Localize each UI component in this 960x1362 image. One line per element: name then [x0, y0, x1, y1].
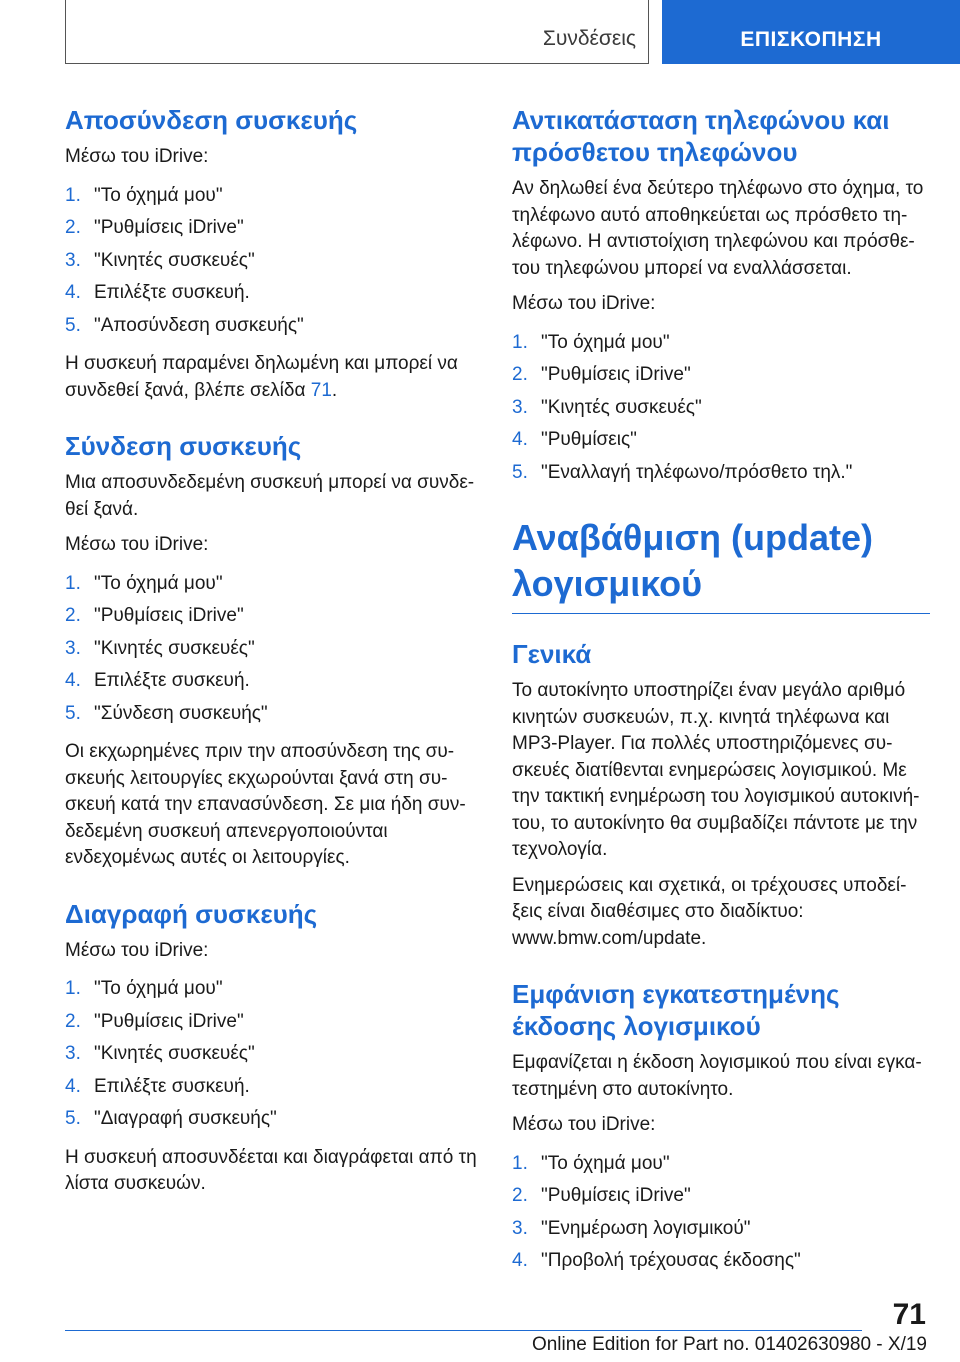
step-item: 1. "Το όχημά μου" [512, 331, 670, 353]
update-title: Αναβάθμιση (update) λογισμικού [512, 517, 874, 604]
section-delete-device [65, 898, 483, 1198]
step-item: 1. "Το όχημά μου" [65, 978, 223, 999]
right-column [512, 104, 930, 1304]
version-steps [512, 1148, 930, 1278]
replace-title: Αντικατάσταση τηλεφώνου και πρόσθετου τηλεφώνου [512, 105, 890, 167]
step-item: 5. "Εναλλαγή τηλέφωνο/πρόσθετο τηλ." [512, 461, 853, 483]
step-item: 2. "Ρυθμίσεις iDrive" [512, 364, 691, 385]
delete-steps [65, 973, 483, 1136]
connect-title: Σύνδεση συσκευής [65, 431, 302, 461]
section-general [512, 638, 930, 952]
section-tab-label: Συνδέσεις [542, 27, 636, 50]
page-reference-link[interactable]: 71 [310, 379, 332, 401]
step-item: 4. "Ρυθμίσεις" [512, 429, 637, 450]
replace-via: Μέσω του iDrive: [512, 293, 656, 314]
footer-edition: Online Edition for Part no. 01402630980 - X/19 [531, 1334, 927, 1355]
overview-tab-label: ΕΠΙΣΚΟΠΗΣΗ [740, 28, 882, 51]
delete-note: Η συσκευή αποσυνδέεται και διαγράφεται από τη λίστα συσκευών. [65, 1146, 477, 1194]
connect-intro: Μια αποσυνδεδεμένη συσκευή μπορεί να συνδεθεί ξανά. [65, 472, 475, 520]
version-title: Εμφάνιση εγκατεστημένης έκδοσης λογισμικού [512, 979, 840, 1041]
general-paragraph-2: Ενημερώσεις και σχετικά, οι τρέχουσες υποδείξεις είναι διαθέσιμες στο διαδίκτυο: www.bmw.com/update. [512, 874, 907, 949]
general-paragraph-1: Το αυτοκίνητο υποστηρίζει έναν μεγάλο αριθμό κινητών συσκευών, π.χ. κινητά τηλέφωνα και MP3-Player. Για πολλές υποστηριζόμενες συσκευές διατίθενται ενημερώσεις λογισμικού. Με την τακτική ενημέρωση του λογισμικού αυτοκινήτου, το αυτοκίνητο θα συμβαδίζει πάντοτε με την τεχνολογία. [512, 680, 920, 860]
delete-via: Μέσω του iDrive: [65, 939, 209, 961]
delete-title: Διαγραφή συσκευής [65, 898, 318, 929]
step-item: 5. "Διαγραφή συσκευής" [65, 1108, 277, 1129]
step-item: 4. Επιλέξτε συσκευή. [65, 282, 250, 303]
step-item: 4. Επιλέξτε συσκευή. [65, 670, 250, 691]
section-disconnect-device [65, 104, 483, 404]
disconnect-note: Η συσκευή παραμένει δηλωμένη και μπορεί να συνδεθεί ξανά, βλέπε σελίδα 71. [65, 353, 458, 401]
connect-steps [65, 568, 483, 731]
version-intro: Εμφανίζεται η έκδοση λογισμικού που είναι εγκατεστημένη στο αυτοκίνητο. [512, 1052, 922, 1100]
header-section-tab [65, 0, 649, 64]
disconnect-steps [65, 180, 483, 343]
step-item: 3. "Κινητές συσκευές" [65, 637, 255, 659]
page-number: 71 [892, 1298, 926, 1331]
footer-divider [65, 1330, 862, 1331]
step-item: 3. "Κινητές συσκευές" [512, 396, 702, 418]
step-item: 2. "Ρυθμίσεις iDrive" [512, 1185, 691, 1206]
update-heading-block [512, 515, 930, 614]
step-item: 2. "Ρυθμίσεις iDrive" [65, 217, 244, 238]
step-item: 1. "Το όχημά μου" [65, 572, 223, 594]
step-item: 4. "Προβολή τρέχουσας έκδοσης" [512, 1250, 801, 1271]
step-item: 5. "Σύνδεση συσκευής" [65, 702, 268, 724]
disconnect-title: Αποσύνδεση συσκευής [65, 105, 358, 135]
step-item: 4. Επιλέξτε συσκευή. [65, 1075, 250, 1097]
section-connect-device [65, 430, 483, 872]
step-item: 5. "Αποσύνδεση συσκευής" [65, 314, 304, 336]
step-item: 3. "Κινητές συσκευές" [65, 249, 255, 271]
section-replace-phone [512, 104, 930, 489]
connect-via: Μέσω του iDrive: [65, 534, 209, 555]
connect-note: Οι εκχωρημένες πριν την αποσύνδεση της συσκευής λειτουργίες εκχωρούνται ξανά στη συσκευή κατά την επανασύνδεση. Σε μια ήδη συνδεδεμένη συσκευή απενεργοποιούνται ενδεχομένως αυτές οι λειτουργίες. [65, 741, 466, 868]
step-item: 3. "Κινητές συσκευές" [65, 1043, 255, 1064]
disconnect-via: Μέσω του iDrive: [65, 146, 209, 167]
general-title: Γενικά [512, 639, 592, 669]
left-column [65, 104, 483, 1224]
header-overview-tab[interactable] [662, 0, 960, 64]
replace-intro: Αν δηλωθεί ένα δεύτερο τηλέφωνο στο όχημα, το τηλέφωνο αυτό αποθηκεύεται ως πρόσθετο τηλέφωνο. Η αντιστοίχιση τηλεφώνου και πρόσθετου τηλεφώνου μπορεί να εναλλάσσεται. [512, 178, 924, 279]
step-item: 1. "Το όχημά μου" [65, 184, 223, 206]
version-via: Μέσω του iDrive: [512, 1114, 656, 1135]
section-installed-version [512, 978, 930, 1278]
step-item: 1. "Το όχημά μου" [512, 1152, 670, 1174]
step-item: 2. "Ρυθμίσεις iDrive" [65, 605, 244, 626]
step-item: 3. "Ενημέρωση λογισμικού" [512, 1217, 751, 1239]
step-item: 2. "Ρυθμίσεις iDrive" [65, 1010, 244, 1032]
replace-steps [512, 327, 930, 490]
